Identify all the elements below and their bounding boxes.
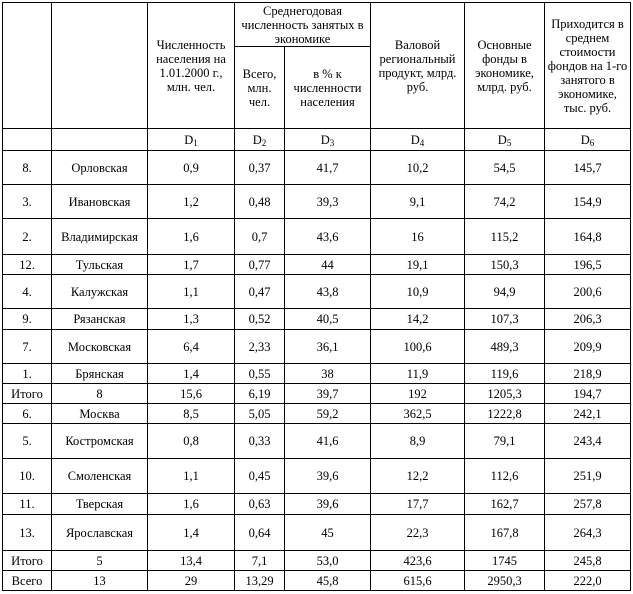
cell-d2: 2,33 bbox=[235, 330, 285, 364]
cell-d6: 200,6 bbox=[545, 275, 631, 309]
cell-d4: 14,2 bbox=[371, 309, 465, 330]
code-d3: $D_3$ bbox=[285, 129, 371, 151]
cell-name: 5 bbox=[52, 551, 148, 571]
code-row bbox=[3, 129, 631, 151]
cell-d1: 1,4 bbox=[148, 515, 235, 551]
cell-d1: 1,7 bbox=[148, 255, 235, 275]
cell-d6: 222,0 bbox=[545, 571, 631, 591]
regional-statistics-table bbox=[2, 2, 631, 591]
cell-d3: 41,7 bbox=[285, 151, 371, 185]
cell-d6: 194,7 bbox=[545, 384, 631, 404]
header-population: Численность населения на 1.01.2000 г., млн. чел. bbox=[148, 3, 235, 129]
table-row bbox=[3, 330, 631, 364]
cell-d4: 11,9 bbox=[371, 364, 465, 384]
table-row bbox=[3, 515, 631, 551]
cell-num: 6. bbox=[3, 404, 52, 424]
cell-name: 13 bbox=[52, 571, 148, 591]
cell-name: Рязанская bbox=[52, 309, 148, 330]
cell-d4: 9,1 bbox=[371, 185, 465, 219]
cell-name: Московская bbox=[52, 330, 148, 364]
cell-d6: 243,4 bbox=[545, 424, 631, 459]
cell-d5: 1222,8 bbox=[465, 404, 545, 424]
cell-num: 10. bbox=[3, 459, 52, 494]
cell-d3: 44 bbox=[285, 255, 371, 275]
cell-d3: 45,8 bbox=[285, 571, 371, 591]
cell-num: 3. bbox=[3, 185, 52, 219]
cell-num: 1. bbox=[3, 364, 52, 384]
cell-num: 9. bbox=[3, 309, 52, 330]
cell-d5: 107,3 bbox=[465, 309, 545, 330]
cell-d3: 43,6 bbox=[285, 219, 371, 255]
code-d1: $D_1$ bbox=[148, 129, 235, 151]
cell-d5: 79,1 bbox=[465, 424, 545, 459]
cell-d3: 40,5 bbox=[285, 309, 371, 330]
cell-num: 7. bbox=[3, 330, 52, 364]
cell-d2: 0,63 bbox=[235, 494, 285, 515]
cell-d3: 39,6 bbox=[285, 459, 371, 494]
table-body bbox=[3, 151, 631, 591]
table-row bbox=[3, 459, 631, 494]
table-row bbox=[3, 309, 631, 330]
cell-d4: 192 bbox=[371, 384, 465, 404]
cell-d3: 45 bbox=[285, 515, 371, 551]
cell-d1: 1,1 bbox=[148, 459, 235, 494]
cell-d5: 1205,3 bbox=[465, 384, 545, 404]
cell-d3: 39,7 bbox=[285, 384, 371, 404]
table-row bbox=[3, 424, 631, 459]
code-d4: $D_4$ bbox=[371, 129, 465, 151]
cell-d6: 164,8 bbox=[545, 219, 631, 255]
header-grp: Валовой региональный продукт, млрд. руб. bbox=[371, 3, 465, 129]
cell-d3: 39,3 bbox=[285, 185, 371, 219]
cell-d4: 362,5 bbox=[371, 404, 465, 424]
cell-d4: 16 bbox=[371, 219, 465, 255]
cell-name: Тульская bbox=[52, 255, 148, 275]
cell-d2: 0,7 bbox=[235, 219, 285, 255]
cell-d6: 264,3 bbox=[545, 515, 631, 551]
cell-num: 5. bbox=[3, 424, 52, 459]
cell-d1: 8,5 bbox=[148, 404, 235, 424]
cell-d5: 115,2 bbox=[465, 219, 545, 255]
header-employed-group: Среднегодовая численность занятых в экономике bbox=[235, 3, 371, 47]
cell-d2: 0,52 bbox=[235, 309, 285, 330]
cell-d5: 94,9 bbox=[465, 275, 545, 309]
cell-d6: 206,3 bbox=[545, 309, 631, 330]
cell-d2: 0,45 bbox=[235, 459, 285, 494]
cell-d1: 1,6 bbox=[148, 219, 235, 255]
cell-d3: 39,6 bbox=[285, 494, 371, 515]
cell-num: 2. bbox=[3, 219, 52, 255]
cell-d3: 59,2 bbox=[285, 404, 371, 424]
cell-d5: 150,3 bbox=[465, 255, 545, 275]
cell-name: Ивановская bbox=[52, 185, 148, 219]
header-blank-number bbox=[3, 3, 52, 129]
table-row bbox=[3, 364, 631, 384]
header-employed-total: Всего, млн. чел. bbox=[235, 47, 285, 129]
code-d5: $D_5$ bbox=[465, 129, 545, 151]
cell-name: Брянская bbox=[52, 364, 148, 384]
cell-d2: 7,1 bbox=[235, 551, 285, 571]
cell-num: 11. bbox=[3, 494, 52, 515]
table-row bbox=[3, 404, 631, 424]
cell-name: Калужская bbox=[52, 275, 148, 309]
cell-d4: 22,3 bbox=[371, 515, 465, 551]
cell-d5: 2950,3 bbox=[465, 571, 545, 591]
cell-d6: 242,1 bbox=[545, 404, 631, 424]
cell-d4: 19,1 bbox=[371, 255, 465, 275]
cell-d6: 154,9 bbox=[545, 185, 631, 219]
cell-d4: 10,9 bbox=[371, 275, 465, 309]
cell-d6: 145,7 bbox=[545, 151, 631, 185]
cell-d6: 245,8 bbox=[545, 551, 631, 571]
cell-d4: 615,6 bbox=[371, 571, 465, 591]
code-d6: $D_6$ bbox=[545, 129, 631, 151]
cell-d2: 0,55 bbox=[235, 364, 285, 384]
header-employed-pct: в % к численности населения bbox=[285, 47, 371, 129]
code-blank-number bbox=[3, 129, 52, 151]
cell-d1: 1,2 bbox=[148, 185, 235, 219]
cell-name: Москва bbox=[52, 404, 148, 424]
cell-name: Орловская bbox=[52, 151, 148, 185]
cell-d1: 15,6 bbox=[148, 384, 235, 404]
cell-num: 12. bbox=[3, 255, 52, 275]
cell-d5: 54,5 bbox=[465, 151, 545, 185]
cell-d2: 0,48 bbox=[235, 185, 285, 219]
cell-d2: 5,05 bbox=[235, 404, 285, 424]
header-row-1 bbox=[3, 3, 631, 47]
code-blank-region bbox=[52, 129, 148, 151]
table-row bbox=[3, 151, 631, 185]
cell-name: Ярославская bbox=[52, 515, 148, 551]
cell-d1: 6,4 bbox=[148, 330, 235, 364]
cell-d4: 10,2 bbox=[371, 151, 465, 185]
cell-d5: 167,8 bbox=[465, 515, 545, 551]
code-d2: $D_2$ bbox=[235, 129, 285, 151]
cell-d5: 162,7 bbox=[465, 494, 545, 515]
cell-d6: 257,8 bbox=[545, 494, 631, 515]
cell-d4: 17,7 bbox=[371, 494, 465, 515]
cell-num: 4. bbox=[3, 275, 52, 309]
cell-d6: 218,9 bbox=[545, 364, 631, 384]
cell-d1: 1,3 bbox=[148, 309, 235, 330]
cell-num: 8. bbox=[3, 151, 52, 185]
cell-d1: 13,4 bbox=[148, 551, 235, 571]
cell-d4: 12,2 bbox=[371, 459, 465, 494]
cell-d4: 423,6 bbox=[371, 551, 465, 571]
cell-num: Всего bbox=[3, 571, 52, 591]
cell-name: 8 bbox=[52, 384, 148, 404]
cell-d2: 0,77 bbox=[235, 255, 285, 275]
table-row bbox=[3, 384, 631, 404]
cell-d3: 38 bbox=[285, 364, 371, 384]
cell-d5: 74,2 bbox=[465, 185, 545, 219]
cell-num: Итого bbox=[3, 551, 52, 571]
cell-d1: 1,4 bbox=[148, 364, 235, 384]
cell-d1: 0,8 bbox=[148, 424, 235, 459]
cell-d5: 119,6 bbox=[465, 364, 545, 384]
table-row bbox=[3, 551, 631, 571]
cell-d2: 0,37 bbox=[235, 151, 285, 185]
cell-num: 13. bbox=[3, 515, 52, 551]
table-row bbox=[3, 275, 631, 309]
cell-d4: 100,6 bbox=[371, 330, 465, 364]
cell-d2: 0,33 bbox=[235, 424, 285, 459]
header-fixed-assets: Основные фонды в экономике, млрд. руб. bbox=[465, 3, 545, 129]
cell-name: Смоленская bbox=[52, 459, 148, 494]
cell-d5: 112,6 bbox=[465, 459, 545, 494]
cell-name: Костромская bbox=[52, 424, 148, 459]
cell-d6: 209,9 bbox=[545, 330, 631, 364]
cell-d6: 196,5 bbox=[545, 255, 631, 275]
cell-d1: 29 bbox=[148, 571, 235, 591]
cell-d3: 36,1 bbox=[285, 330, 371, 364]
cell-d3: 41,6 bbox=[285, 424, 371, 459]
cell-num: Итого bbox=[3, 384, 52, 404]
cell-name: Владимирская bbox=[52, 219, 148, 255]
cell-d1: 1,6 bbox=[148, 494, 235, 515]
cell-name: Тверская bbox=[52, 494, 148, 515]
cell-d5: 489,3 bbox=[465, 330, 545, 364]
cell-d1: 1,1 bbox=[148, 275, 235, 309]
table-row bbox=[3, 185, 631, 219]
cell-d4: 8,9 bbox=[371, 424, 465, 459]
cell-d3: 53,0 bbox=[285, 551, 371, 571]
cell-d6: 251,9 bbox=[545, 459, 631, 494]
cell-d2: 13,29 bbox=[235, 571, 285, 591]
cell-d2: 0,64 bbox=[235, 515, 285, 551]
table-row bbox=[3, 255, 631, 275]
cell-d2: 6,19 bbox=[235, 384, 285, 404]
cell-d5: 1745 bbox=[465, 551, 545, 571]
table-row bbox=[3, 571, 631, 591]
table-row bbox=[3, 494, 631, 515]
table-row bbox=[3, 219, 631, 255]
cell-d3: 43,8 bbox=[285, 275, 371, 309]
header-assets-per-worker: Приходится в среднем стоимости фондов на 1-го занятого в экономике, тыс. руб. bbox=[545, 3, 631, 129]
cell-d2: 0,47 bbox=[235, 275, 285, 309]
cell-d1: 0,9 bbox=[148, 151, 235, 185]
header-blank-region bbox=[52, 3, 148, 129]
